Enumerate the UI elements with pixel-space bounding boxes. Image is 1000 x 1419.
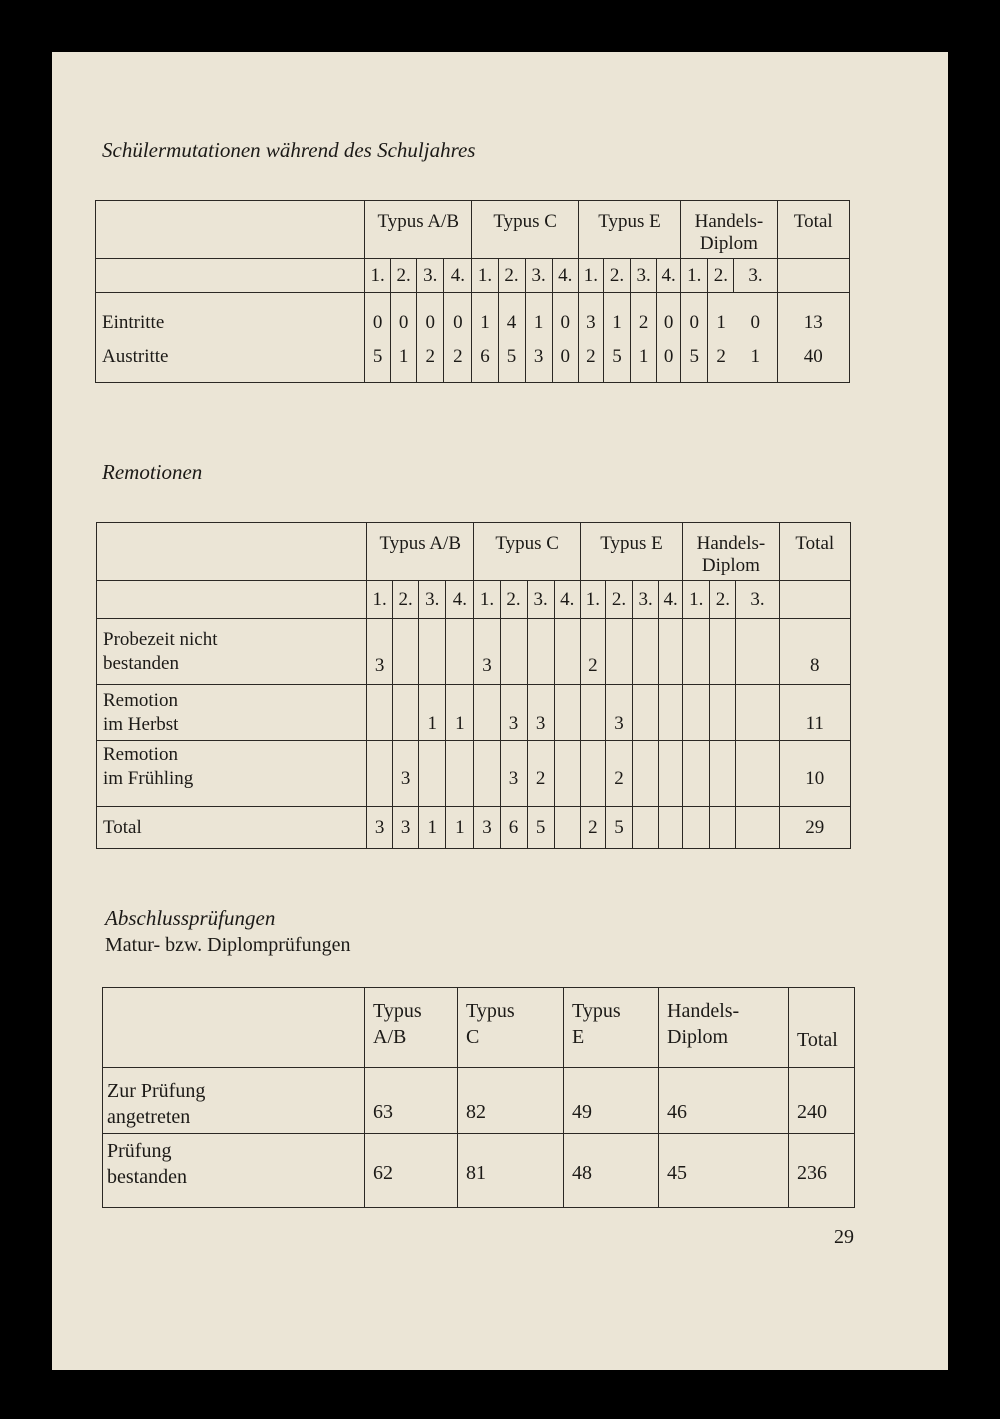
value-pair — [708, 293, 734, 383]
value-cell: 5 — [372, 345, 383, 367]
value-cell — [393, 685, 419, 741]
total-header: Total — [779, 523, 850, 581]
row-label-fruehling — [97, 741, 367, 807]
year-cell: 4. — [659, 581, 683, 619]
year-cell: 4. — [444, 259, 472, 293]
value-cell — [683, 685, 710, 741]
col-line1: Typus — [466, 1000, 515, 1022]
total-header: Total — [789, 988, 855, 1068]
value-cell: 46 — [659, 1068, 789, 1134]
value-pair — [657, 293, 681, 383]
year-cell: 1. — [683, 581, 710, 619]
handels-line1: Handels- — [696, 533, 766, 554]
value-cell: 1 — [398, 345, 409, 367]
row-label-line1: Remotion — [103, 744, 178, 765]
value-cell: 0 — [398, 311, 409, 333]
value-cell — [580, 741, 605, 807]
year-cell: 3. — [527, 581, 554, 619]
value-cell: 1 — [480, 311, 490, 333]
value-cell — [659, 685, 683, 741]
year-cell: 2. — [710, 581, 736, 619]
value-pair — [734, 293, 777, 383]
value-cell: 2 — [580, 807, 605, 849]
total-cell: 8 — [779, 619, 850, 685]
section3-title: Abschlussprüfungen — [105, 906, 276, 930]
value-cell — [736, 741, 779, 807]
total-pair — [777, 293, 849, 383]
value-cell: 0 — [560, 345, 570, 367]
section2-title: Remotionen — [102, 460, 203, 484]
value-pair — [417, 293, 444, 383]
year-cell: 2. — [500, 581, 527, 619]
group-handels-diplom — [683, 523, 779, 581]
value-cell: 2 — [580, 619, 605, 685]
value-cell — [683, 619, 710, 685]
value-cell: 1 — [638, 345, 649, 367]
row-label-line2: im Herbst — [103, 713, 179, 735]
row-label-austritte: Austritte — [102, 345, 169, 367]
value-cell — [633, 741, 659, 807]
value-cell: 82 — [458, 1068, 564, 1134]
years-total-blank — [777, 259, 849, 293]
value-cell: 1 — [446, 685, 474, 741]
value-cell — [393, 619, 419, 685]
total-cell: 10 — [779, 741, 850, 807]
value-cell: 0 — [425, 311, 436, 333]
value-cell: 81 — [458, 1134, 564, 1208]
value-cell: 3 — [367, 619, 393, 685]
value-cell: 62 — [365, 1134, 458, 1208]
value-cell: 5 — [689, 345, 700, 367]
years-total-blank — [779, 581, 850, 619]
value-cell — [683, 807, 710, 849]
col-typus-c — [458, 988, 564, 1068]
total-cell: 13 — [803, 311, 823, 333]
years-blank — [96, 259, 365, 293]
year-cell: 2. — [391, 259, 417, 293]
value-cell — [710, 619, 736, 685]
handels-line2: Diplom — [699, 233, 758, 254]
value-cell — [446, 741, 474, 807]
header-blank — [103, 988, 365, 1068]
value-cell — [736, 807, 779, 849]
value-cell — [474, 741, 500, 807]
value-cell: 3 — [474, 619, 500, 685]
value-cell: 3 — [586, 311, 596, 333]
page-number: 29 — [834, 1226, 854, 1248]
total-cell: 29 — [779, 807, 850, 849]
group-typus-ab: Typus A/B — [365, 201, 472, 259]
value-cell: 1 — [446, 807, 474, 849]
section1-title: Schülermutationen während des Schuljahres — [102, 138, 476, 162]
value-cell — [736, 619, 779, 685]
year-cell: 3. — [417, 259, 444, 293]
value-pair — [578, 293, 603, 383]
row-label-line2: im Frühling — [103, 768, 194, 789]
value-cell — [367, 741, 393, 807]
value-cell: 2 — [586, 345, 596, 367]
row-label-total: Total — [97, 807, 367, 849]
year-cell: 2. — [605, 581, 632, 619]
col-typus-ab — [365, 988, 458, 1068]
value-cell — [446, 619, 474, 685]
value-cell — [419, 741, 446, 807]
value-cell — [605, 619, 632, 685]
value-pair — [631, 293, 657, 383]
value-cell: 2 — [425, 345, 436, 367]
value-cell — [633, 685, 659, 741]
value-cell: 3 — [393, 807, 419, 849]
value-pair — [525, 293, 552, 383]
year-cell: 3. — [525, 259, 552, 293]
group-typus-c: Typus C — [474, 523, 580, 581]
value-cell: 0 — [689, 311, 700, 333]
value-cell: 3 — [533, 345, 544, 367]
total-cell: 40 — [803, 345, 823, 367]
value-cell: 2 — [638, 311, 649, 333]
value-cell — [527, 619, 554, 685]
value-cell — [419, 619, 446, 685]
year-cell: 1. — [578, 259, 603, 293]
value-cell: 3 — [393, 741, 419, 807]
value-cell: 4 — [506, 311, 517, 333]
year-cell: 3. — [736, 581, 779, 619]
row-label-line1: Zur Prüfung — [107, 1080, 206, 1102]
row-label-herbst — [97, 685, 367, 741]
year-cell: 2. — [393, 581, 419, 619]
value-pair — [681, 293, 708, 383]
value-pair — [498, 293, 525, 383]
value-cell — [659, 807, 683, 849]
mutations-table — [95, 200, 850, 383]
col-handels-diplom — [659, 988, 789, 1068]
value-cell — [633, 619, 659, 685]
value-cell — [736, 685, 779, 741]
value-pair — [391, 293, 417, 383]
value-cell: 2 — [605, 741, 632, 807]
row-label-line2: bestanden — [103, 652, 179, 674]
remotionen-table — [96, 522, 851, 849]
value-cell: 2 — [527, 741, 554, 807]
years-blank — [97, 581, 367, 619]
section3-subtitle: Matur- bzw. Diplomprüfungen — [105, 934, 351, 956]
value-cell: 5 — [612, 345, 622, 367]
value-cell: 5 — [605, 807, 632, 849]
total-header: Total — [777, 201, 849, 259]
value-cell: 6 — [480, 345, 490, 367]
value-cell: 48 — [564, 1134, 659, 1208]
group-handels-diplom — [681, 201, 777, 259]
row-label-line1: Remotion — [103, 689, 178, 711]
row-label-bestanden — [103, 1134, 365, 1208]
abschluss-table — [102, 987, 855, 1208]
value-cell: 45 — [659, 1134, 789, 1208]
col-typus-e — [564, 988, 659, 1068]
row-label-eintritte: Eintritte — [102, 311, 165, 333]
value-cell: 1 — [533, 311, 544, 333]
total-cell: 236 — [789, 1134, 855, 1208]
year-cell: 1. — [580, 581, 605, 619]
col-line1: Handels- — [667, 1000, 740, 1022]
year-cell: 1. — [474, 581, 500, 619]
value-cell: 0 — [663, 311, 674, 333]
value-cell: 49 — [564, 1068, 659, 1134]
value-cell — [710, 685, 736, 741]
row-label-angetreten — [103, 1068, 365, 1134]
year-cell: 1. — [681, 259, 708, 293]
value-pair — [472, 293, 498, 383]
value-cell: 1 — [612, 311, 622, 333]
value-cell: 3 — [527, 685, 554, 741]
value-cell — [474, 685, 500, 741]
group-typus-ab: Typus A/B — [367, 523, 474, 581]
value-pair — [444, 293, 472, 383]
value-cell: 2 — [453, 345, 463, 367]
value-cell — [367, 685, 393, 741]
group-typus-e: Typus E — [578, 201, 680, 259]
row-label-line2: angetreten — [107, 1106, 191, 1128]
col-line1: Typus — [373, 1000, 422, 1022]
row-label-line1: Probezeit nicht — [103, 628, 218, 650]
value-cell: 3 — [605, 685, 632, 741]
value-cell: 1 — [419, 685, 446, 741]
row-labels — [96, 293, 365, 383]
year-cell: 3. — [419, 581, 446, 619]
year-cell: 2. — [498, 259, 525, 293]
group-typus-e: Typus E — [580, 523, 682, 581]
col-line2: Diplom — [667, 1026, 729, 1048]
value-cell: 0 — [663, 345, 674, 367]
value-pair — [552, 293, 578, 383]
value-cell: 3 — [474, 807, 500, 849]
value-cell — [554, 685, 580, 741]
value-cell: 2 — [716, 345, 726, 367]
total-cell: 240 — [789, 1068, 855, 1134]
header-blank — [96, 201, 365, 259]
header-blank — [97, 523, 367, 581]
year-cell: 1. — [367, 581, 393, 619]
value-cell: 0 — [750, 311, 760, 333]
value-cell — [554, 807, 580, 849]
value-cell: 3 — [500, 685, 527, 741]
value-cell: 5 — [527, 807, 554, 849]
value-cell: 6 — [500, 807, 527, 849]
value-cell — [554, 741, 580, 807]
row-label-line1: Prüfung — [107, 1140, 172, 1162]
value-cell — [500, 619, 527, 685]
year-cell: 3. — [631, 259, 657, 293]
year-cell: 2. — [708, 259, 734, 293]
year-cell: 1. — [472, 259, 498, 293]
value-cell: 1 — [750, 345, 760, 367]
document-page — [52, 52, 948, 1370]
year-cell: 4. — [554, 581, 580, 619]
year-cell: 2. — [603, 259, 630, 293]
value-pair — [365, 293, 391, 383]
col-line2: A/B — [373, 1026, 407, 1048]
value-cell: 63 — [365, 1068, 458, 1134]
value-pair — [603, 293, 630, 383]
row-label-probezeit — [97, 619, 367, 685]
year-cell: 4. — [446, 581, 474, 619]
value-cell: 5 — [506, 345, 517, 367]
value-cell: 3 — [367, 807, 393, 849]
handels-line1: Handels- — [694, 211, 764, 232]
value-cell: 3 — [500, 741, 527, 807]
value-cell — [554, 619, 580, 685]
value-cell: 0 — [453, 311, 463, 333]
col-line2: C — [466, 1026, 480, 1048]
value-cell — [683, 741, 710, 807]
year-cell: 3. — [633, 581, 659, 619]
value-cell — [710, 807, 736, 849]
value-cell: 1 — [419, 807, 446, 849]
value-cell: 0 — [560, 311, 570, 333]
col-line2: E — [572, 1026, 585, 1048]
year-cell: 4. — [657, 259, 681, 293]
handels-line2: Diplom — [701, 555, 760, 576]
col-line1: Typus — [572, 1000, 621, 1022]
value-cell — [659, 619, 683, 685]
group-typus-c: Typus C — [472, 201, 578, 259]
year-cell: 1. — [365, 259, 391, 293]
value-cell — [633, 807, 659, 849]
value-cell: 0 — [372, 311, 383, 333]
value-cell — [580, 685, 605, 741]
value-cell — [659, 741, 683, 807]
year-cell: 3. — [734, 259, 777, 293]
row-label-line2: bestanden — [107, 1166, 187, 1188]
value-cell — [710, 741, 736, 807]
value-cell: 1 — [716, 311, 726, 333]
year-cell: 4. — [552, 259, 578, 293]
total-cell: 11 — [779, 685, 850, 741]
